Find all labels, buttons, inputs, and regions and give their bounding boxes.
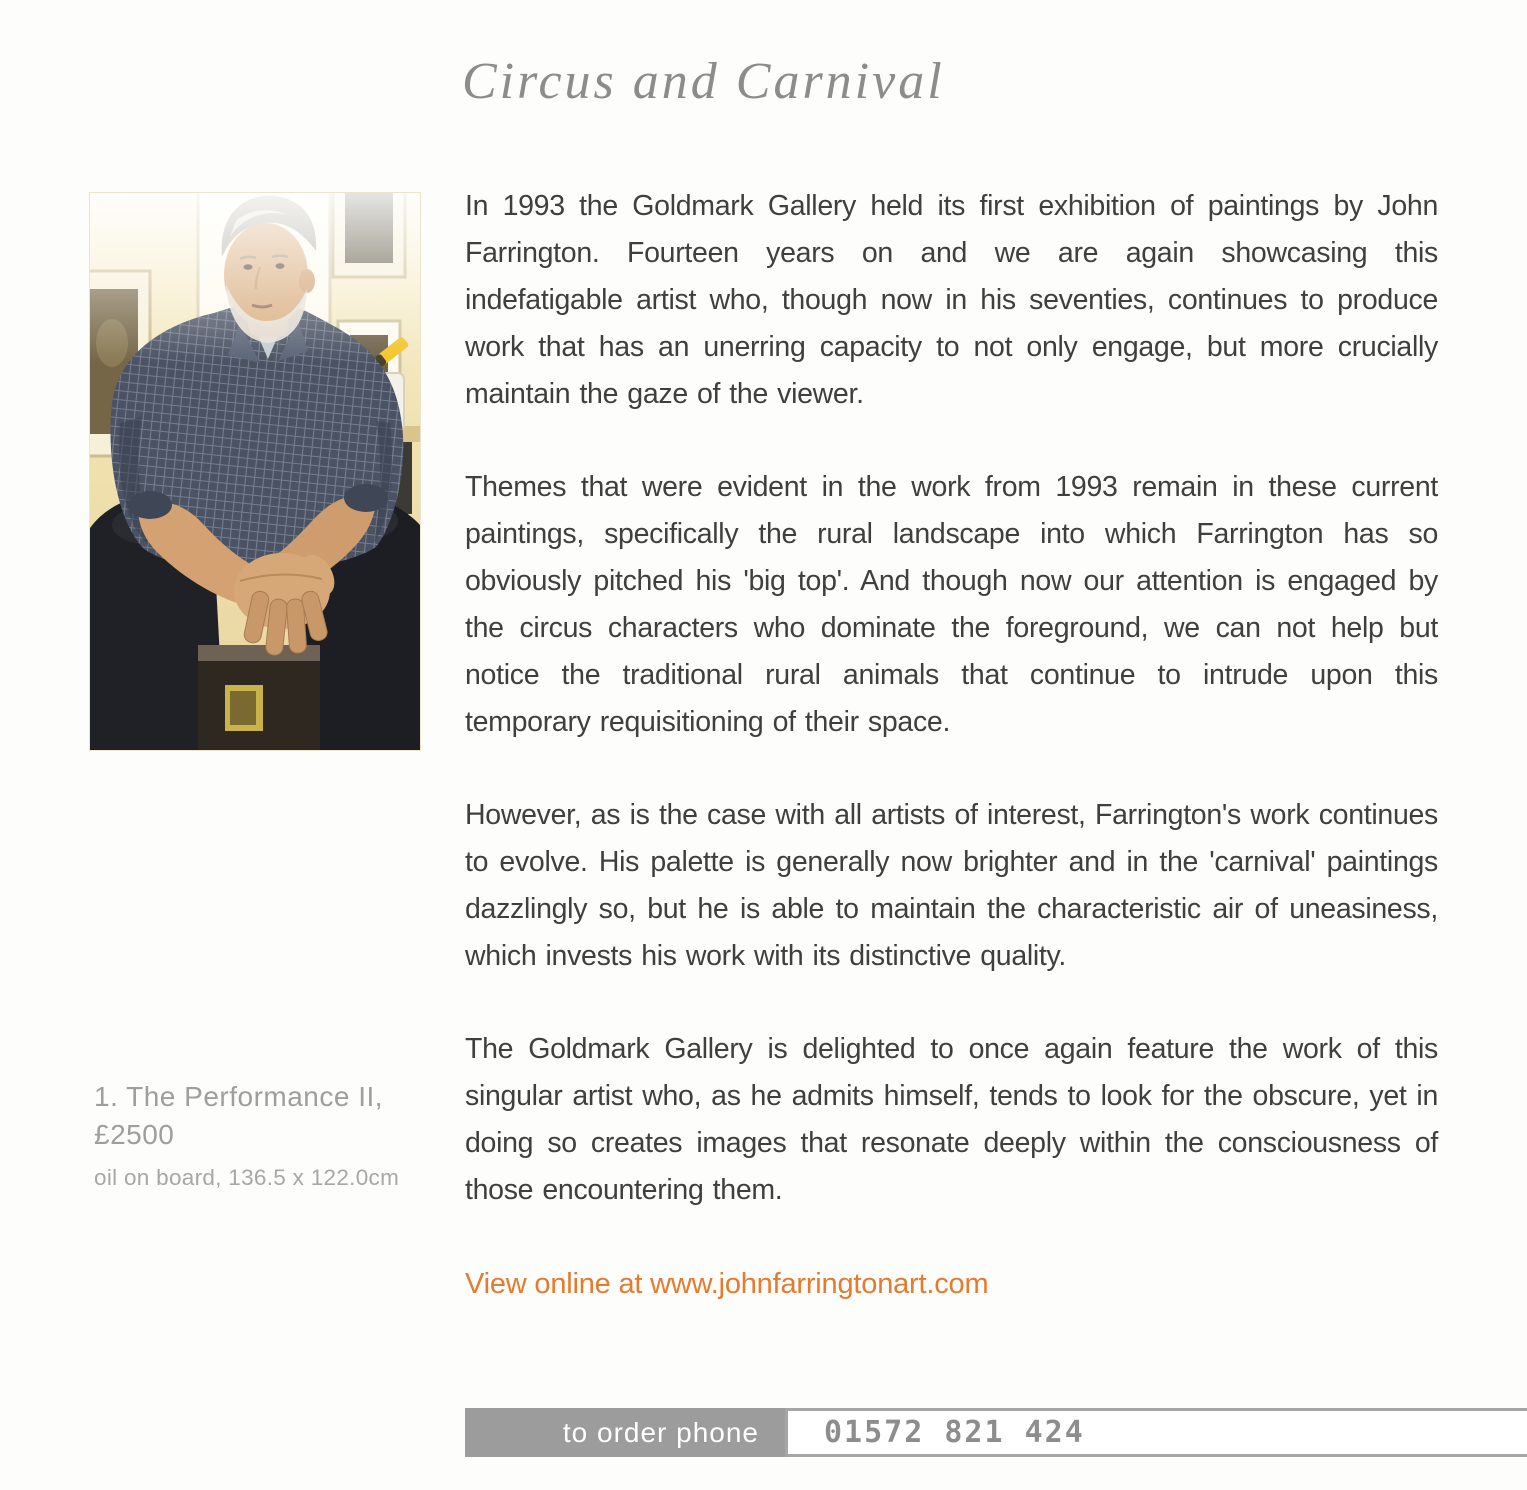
order-footer [465, 1408, 1527, 1457]
artwork-caption [94, 1078, 424, 1193]
artwork-medium: oil on board, 136.5 x 122.0cm [94, 1165, 400, 1190]
page-title: Circus and Carnival [462, 53, 945, 110]
paragraph-themes: Themes that were evident in the work from 1993 remain in these current paintings, specifically the rural landscape into which Farrington has so obviously pitched his 'big top'. And though now our attention is engaged by the circus characters who dominate the foreground, we can not help but notice the traditional rural animals that continue to intrude upon this temporary requisitioning of their space. [465, 471, 1438, 738]
paragraph-feature: The Goldmark Gallery is delighted to once again feature the work of this singular artist who, as he admits himself, tends to look for the obscure, yet in doing so creates images that resonate deeply within the consciousness of those encountering them. [465, 1033, 1438, 1206]
paragraph-intro: In 1993 the Goldmark Gallery held its first exhibition of paintings by John Farrington. Fourteen years on and we are again showcasing this indefatigable artist who, though now in his seventies, continues to produce work that has an unerring capacity to not only engage, but more crucially maintain the gaze of the viewer. [465, 190, 1438, 410]
phone-panel [785, 1408, 1527, 1457]
artwork-price: £2500 [94, 1119, 175, 1150]
artist-photo [90, 193, 420, 750]
phone-number: 01572 821 424 [824, 1415, 1085, 1450]
artwork-title: 1. The Performance II, [94, 1081, 384, 1112]
paragraph-evolve: However, as is the case with all artists of interest, Farrington's work continues to evolve. His palette is generally now brighter and in the 'carnival' paintings dazzlingly so, but he is able to maintain the characteristic air of uneasiness, which invests his work with its distinctive quality. [465, 799, 1438, 972]
website-link[interactable]: View online at www.johnfarringtonart.com [465, 1268, 989, 1300]
body-text-column [465, 183, 1438, 1304]
order-phone-label: to order phone [465, 1408, 785, 1457]
